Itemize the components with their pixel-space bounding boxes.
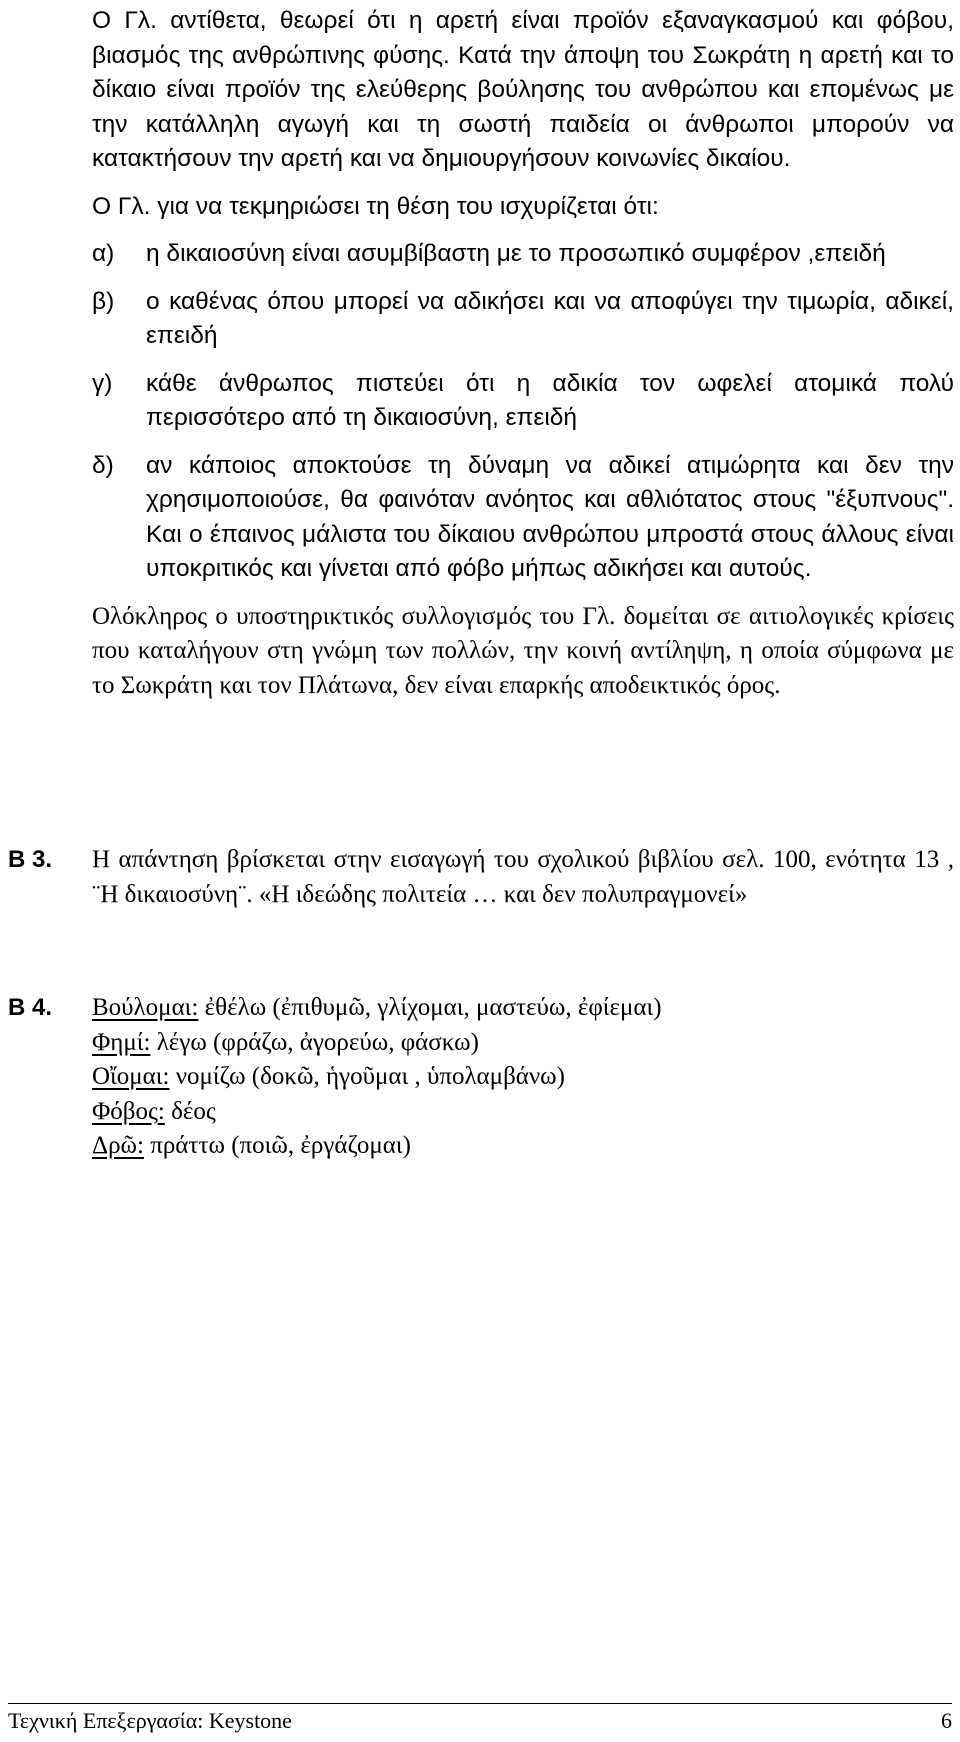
conclusion-paragraph: Ολόκληρος ο υποστηρικτικός συλλογισμός του Γλ. δομείται σε αιτιολογικές κρίσεις που καταλήγουν στη γνώμη των πολλών, την κοινή αντίληψη, η οποία σύμφωνα με το Σωκράτη και τον Πλάτωνα, δεν είναι επαρκής αποδεικτικός όρος. bbox=[92, 602, 954, 699]
vocab-synonyms: πράττω (ποιῶ, ἐργάζομαι) bbox=[150, 1132, 411, 1159]
vocab-synonyms: λέγω (φράζω, ἀγορεύω, φάσκω) bbox=[156, 1028, 479, 1056]
vocab-term: Βούλομαι: bbox=[92, 994, 199, 1021]
vocab-term: Φημί: bbox=[92, 1028, 151, 1056]
argument-label: δ) bbox=[92, 451, 114, 479]
argument-item bbox=[92, 449, 954, 587]
argument-label: β) bbox=[92, 287, 115, 315]
argument-item bbox=[92, 367, 954, 436]
main-content bbox=[92, 4, 954, 703]
section-b4-label: Β 4. bbox=[8, 994, 53, 1021]
vocab-entry bbox=[92, 1026, 954, 1061]
section-b3-text: Η απάντηση βρίσκεται στην εισαγωγή του σχολικού βιβλίου σελ. 100, ενότητα 13 , ¨Η δικαιοσύνη¨. «Η ιδεώδης πολιτεία … και δεν πολυπραγμονεί» bbox=[92, 846, 954, 908]
section-b3-label: Β 3. bbox=[8, 846, 53, 873]
vocab-entry bbox=[92, 1060, 954, 1095]
argument-label: α) bbox=[92, 240, 115, 267]
vocab-synonyms: δέος bbox=[171, 1097, 216, 1125]
page-number: 6 bbox=[941, 1708, 952, 1733]
argument-text: αν κάποιος αποκτούσε τη δύναμη να αδικεί ατιμώρητα και δεν την χρησιμοποιούσε, θα φαινόταν ανόητος και αθλιότατος στους "έξυπνους". Και ο έπαινος μάλιστα του δίκαιου ανθρώπου μπροστά στους άλλους είναι υποκριτικός και γίνεται από φόβο μήπως αδικήσει και αυτούς. bbox=[146, 451, 954, 582]
vocab-entry bbox=[92, 1129, 954, 1164]
footer-credit: Τεχνική Επεξεργασία: Keystone bbox=[8, 1708, 292, 1733]
section-b4 bbox=[8, 991, 954, 1164]
vocab-synonyms: ἐθέλω (ἐπιθυμῶ, γλίχομαι, μαστεύω, ἐφίεμαι) bbox=[204, 994, 662, 1021]
argument-text: κάθε άνθρωπος πιστεύει ότι η αδικία τον ωφελεί ατομικά πολύ περισσότερο από τη δικαιοσύνη, επειδή bbox=[146, 369, 954, 431]
vocab-synonyms: νομίζω (δοκῶ, ἡγοῦμαι , ὑπολαμβάνω) bbox=[175, 1063, 565, 1090]
vocab-entry bbox=[92, 991, 954, 1026]
argument-label: γ) bbox=[92, 369, 113, 397]
vocab-term: Δρῶ: bbox=[92, 1132, 144, 1159]
vocab-list bbox=[92, 991, 954, 1164]
argument-text: η δικαιοσύνη είναι ασυμβίβαστη με το προσωπικό συμφέρον ,επειδή bbox=[146, 240, 886, 267]
intro-paragraph: Ο Γλ. αντίθετα, θεωρεί ότι η αρετή είναι προϊόν εξαναγκασμού και φόβου, βιασμός της ανθρώπινης φύσης. Κατά την άποψη του Σωκράτη η αρετή και το δίκαιο είναι προϊόν της ελεύθερης βούλησης του ανθρώπου και επομένως με την κατάλληλη αγωγή και τη σωστή παιδεία οι άνθρωποι μπορούν να κατακτήσουν την αρετή και να δημιουργήσουν κοινωνίες δικαίου. bbox=[92, 7, 954, 172]
vocab-term: Οἴομαι: bbox=[92, 1063, 170, 1090]
vocab-term: Φόβος: bbox=[92, 1097, 165, 1125]
argument-item bbox=[92, 285, 954, 354]
page-footer bbox=[8, 1703, 952, 1734]
argument-intro: Ο Γλ. για να τεκμηριώσει τη θέση του ισχυρίζεται ότι: bbox=[92, 192, 659, 220]
argument-item bbox=[92, 237, 954, 272]
section-b3 bbox=[8, 843, 954, 912]
argument-text: ο καθένας όπου μπορεί να αδικήσει και να αποφύγει την τιμωρία, αδικεί, επειδή bbox=[146, 287, 954, 349]
vocab-entry bbox=[92, 1095, 954, 1130]
